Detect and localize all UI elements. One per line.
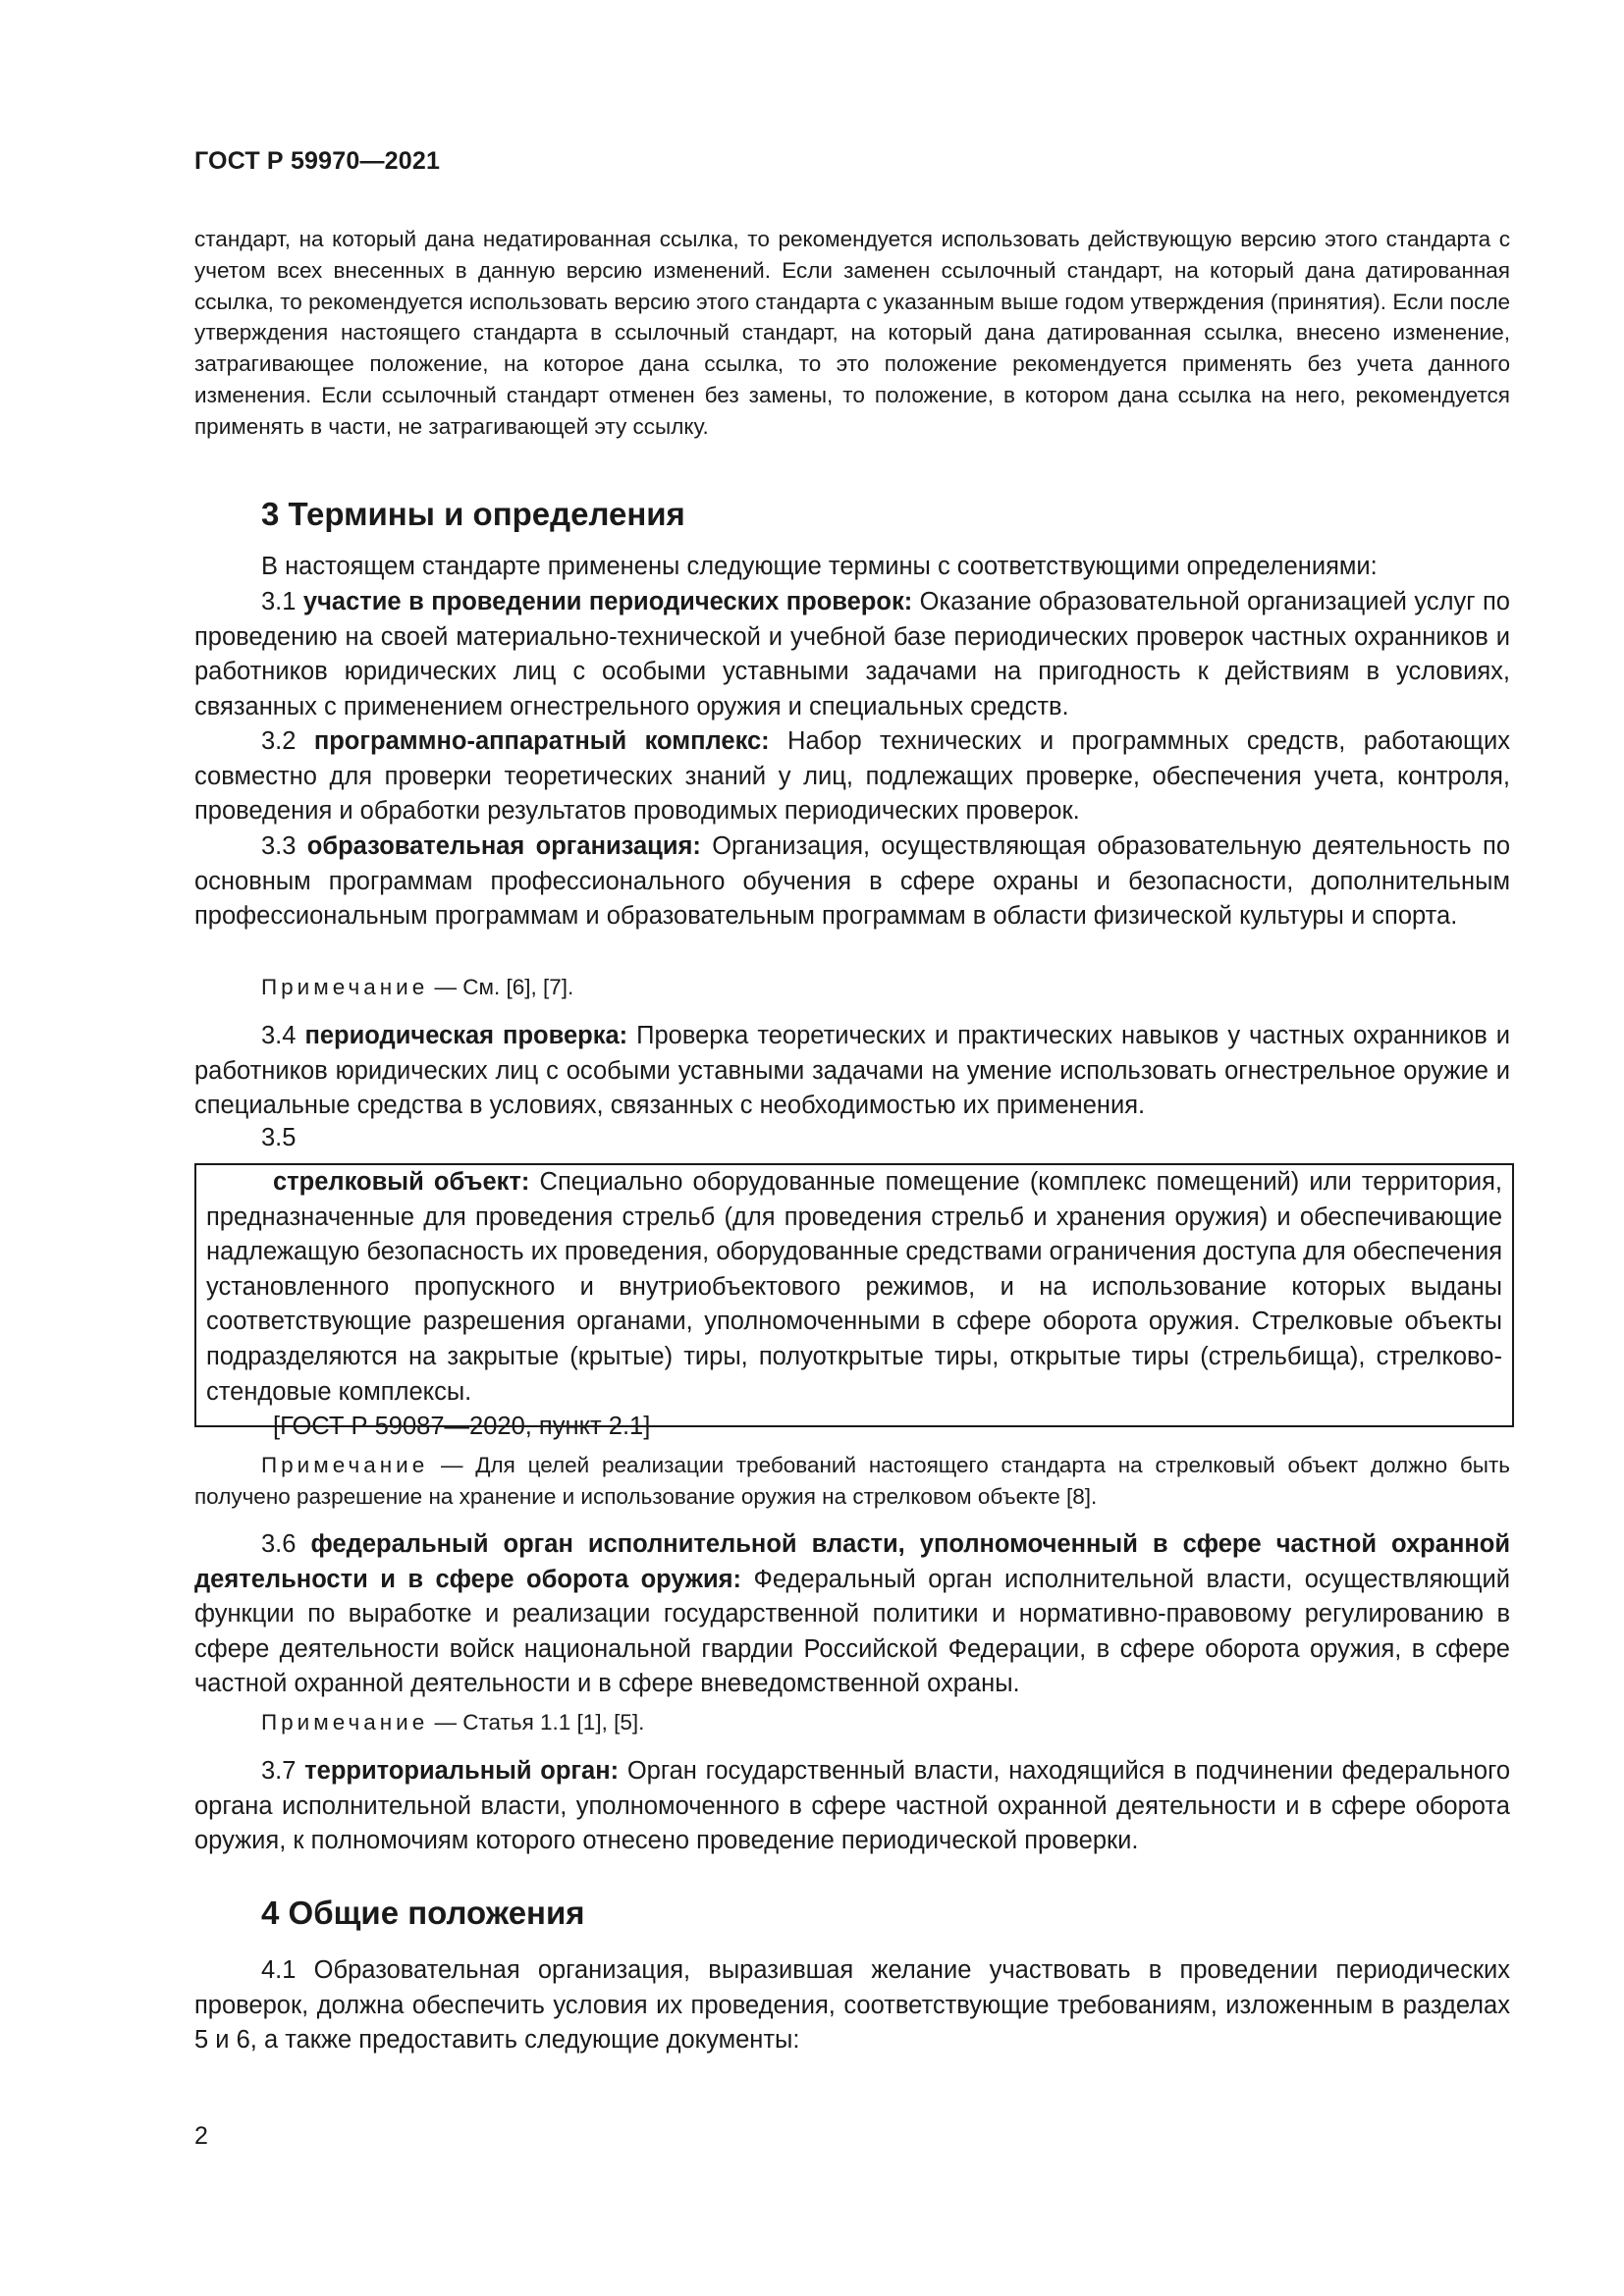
term-3-3: [194, 829, 1510, 934]
term-number: 3.2: [261, 727, 314, 755]
term-source: [ГОСТ Р 59087—2020, пункт 2.1]: [273, 1413, 651, 1441]
page-number: 2: [194, 2122, 208, 2150]
term-3-5-number: 3.5: [261, 1124, 297, 1151]
term-name: стрелковый объект:: [273, 1168, 530, 1196]
note-text: — См. [6], [7].: [428, 975, 574, 999]
term-number: 3.3: [261, 832, 307, 860]
term-number: 3.6: [261, 1530, 311, 1558]
term-number: 3.1: [261, 588, 303, 615]
term-definition: Оказание образовательной организацией услуг по проведению на своей материально-технической и учебной базе периодических проверок частных охранников и работников юридических лиц с особыми уставными задачами на пригодность к действиям в условиях, связанных с применением огнестрельного оружия и специальных средств.: [194, 588, 1510, 721]
term-number: 3.7: [261, 1757, 305, 1785]
term-3-6: [194, 1527, 1510, 1702]
quoted-term-frame: [194, 1163, 1514, 1441]
term-3-5: [196, 1165, 1502, 1410]
term-definition: Проверка теоретических и практических навыков у частных охранников и работников юридических лиц с особыми уставными задачами на умение использовать огнестрельное оружие и специальные средства в условиях, связанных с необходимостью их применения.: [194, 1022, 1510, 1120]
section-3-lead: В настоящем стандарте применены следующие термины с соответствующими определениями:: [261, 553, 1378, 580]
intro-paragraph: стандарт, на который дана недатированная ссылка, то рекомендуется использовать действующую версию этого стандарта с учетом всех внесенных в данную версию изменений. Если заменен ссылочный стандарт, на который дана датированная ссылка, то рекомендуется использовать версию этого стандарта с указанным выше годом утверждения (принятия). Если после утверждения настоящего стандарта в ссылочный стандарт, на который дана датированная ссылка, внесено изменение, затрагивающее положение, на которое дана ссылка, то это положение рекомендуется применять без учета данного изменения. Если ссылочный стандарт отменен без замены, то положение, в котором дана ссылка на него, рекомендуется применять в части, не затрагивающей эту ссылку.: [194, 227, 1510, 439]
term-definition: Организация, осуществляющая образовательную деятельность по основным программам профессионального обучения в сфере охраны и безопасности, дополнительным профессиональным программам и образовательным программам в области физической культуры и спорта.: [194, 832, 1510, 931]
term-3-1: [194, 585, 1510, 724]
term-definition: Набор технических и программных средств, работающих совместно для проверки теоретических знаний у лиц, подлежащих проверке, обеспечения учета, контроля, проведения и обработки результатов проводимых периодических проверок.: [194, 727, 1510, 826]
term-number: 3.4: [261, 1022, 305, 1049]
term-name: федеральный орган исполнительной власти, уполномоченный в сфере частной охранной деятельности и в сфере оборота оружия:: [194, 1530, 1510, 1593]
note-text: — Для целей реализации требований настоящего стандарта на стрелковый объект должно быть получено разрешение на хранение и использование оружия на стрелковом объекте [8].: [194, 1453, 1510, 1509]
term-name: территориальный орган:: [304, 1757, 620, 1785]
term-3-4: [194, 1019, 1510, 1124]
term-definition: Специально оборудованные помещение (комплекс помещений) или территория, предназначенные для проведения стрельб (для проведения стрельб и хранения оружия) и обеспечивающие надлежащую безопасность их проведения, оборудованные средствами ограничения доступа для обеспечения установленного пропускного и внутриобъектового режимов, и на использование которых выданы соответствующие разрешения органами, уполномоченными в сфере оборота оружия. Стрелковые объекты подразделяются на закрытые (крытые) тиры, полуоткрытые тиры, открытые тиры (стрельбища), стрелково-стендовые комплексы.: [206, 1168, 1502, 1406]
section-4-title: 4 Общие положения: [261, 1895, 585, 1931]
term-name: периодическая проверка:: [304, 1022, 628, 1049]
note-label: Примечание: [261, 1453, 429, 1477]
document-code: ГОСТ Р 59970—2021: [194, 147, 441, 175]
clause-4-1: 4.1 Образовательная организация, выразившая желание участвовать в проведении периодических проверок, должна обеспечить условия их проведения, соответствующие требованиям, изложенным в разделах 5 и 6, а также предоставить следующие документы:: [194, 1956, 1510, 2055]
term-definition: Орган государственный власти, находящийся в подчинении федерального органа исполнительной власти, уполномоченного в сфере частной охранной деятельности и в сфере оборота оружия, к полномочиям которого отнесено проведение периодической проверки.: [194, 1757, 1511, 1855]
term-3-7: [194, 1754, 1510, 1859]
note-text: — Статья 1.1 [1], [5].: [428, 1710, 645, 1735]
term-definition: Федеральный орган исполнительной власти, осуществляющий функции по выработке и реализации государственной политики и нормативно-правовому регулированию в сфере деятельности войск национальной гвардии Российской Федерации, в сфере оборота оружия, в сфере частной охранной деятельности и в сфере вневедомственной охраны.: [194, 1565, 1510, 1698]
term-name: образовательная организация:: [306, 832, 701, 860]
term-3-2: [194, 724, 1510, 829]
note-2: [194, 1450, 1510, 1513]
note-1: [194, 972, 1510, 1003]
term-name: программно-аппаратный комплекс:: [313, 727, 770, 755]
note-label: Примечание: [261, 975, 429, 999]
section-3-title: 3 Термины и определения: [261, 496, 685, 532]
note-label: Примечание: [261, 1710, 429, 1735]
note-3: [194, 1707, 1510, 1738]
term-name: участие в проведении периодических проверок:: [302, 588, 913, 615]
